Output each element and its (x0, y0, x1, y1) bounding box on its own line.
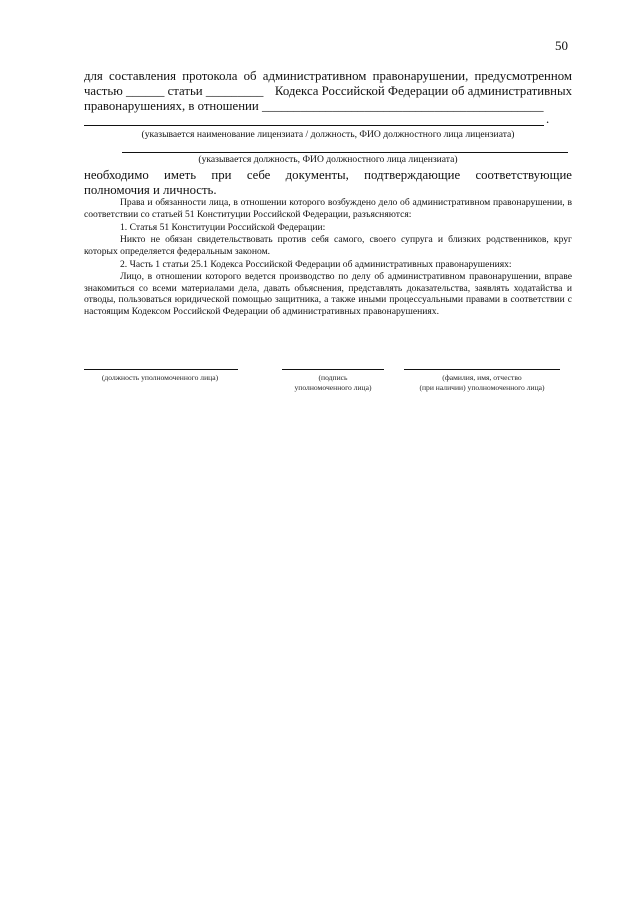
name-label-line-2: (при наличии) уполномоченного лица) (419, 383, 545, 392)
name-signature-line (404, 369, 560, 370)
signature-label-line-2: уполномоченного лица) (294, 383, 372, 392)
licensee-line-period: . (546, 112, 550, 126)
signature-line (282, 369, 384, 370)
intro-line-1: для составления протокола об административном правонарушении, предусмотренном (84, 69, 572, 83)
position-signature-line (84, 369, 238, 370)
signature-label-line-1: (подпись (318, 373, 348, 382)
licensee-blank-line (84, 125, 544, 126)
official-caption: (указывается должность, ФИО должностного лица лицензиата) (198, 154, 458, 165)
page-number: 50 (555, 38, 568, 53)
intro-line-2 (84, 84, 572, 100)
intro-line-2-part-1: частью ______ статьи _________ (84, 84, 264, 98)
rights-paragraph: Права и обязанности лица, в отношении которого возбуждено дело об административном правонарушении, в соответствии со статьей 51 Конституции Российской Федерации, разъясняются: (84, 197, 572, 220)
licensee-caption: (указывается наименование лицензиата / должность, ФИО должностного лица лицензиата) (141, 129, 515, 140)
intro-line-2-part-2: Кодекса Российской Федерации об административных (274, 84, 572, 98)
intro-line-3: правонарушениях, в отношении ____________________________________________ (84, 99, 544, 113)
article-51-text: Никто не обязан свидетельствовать против себя самого, своего супруга и близких родственников, круг которых определяется федеральным законом. (84, 234, 572, 257)
name-label-line-1: (фамилия, имя, отчество (442, 373, 522, 382)
official-blank-line (122, 152, 568, 153)
article-25-text: Лицо, в отношении которого ведется производство по делу об административном правонарушении, вправе знакомиться со всеми материалами дела, давать объяснения, представлять доказательства, заявлять ходатайства и отводы, пользоваться юридической помощью защитника, а также иными процессуальными правами в соответствии с настоящим Кодексом Российской Федерации об административных правонарушениях. (84, 271, 572, 317)
article-25-title: 2. Часть 1 статьи 25.1 Кодекса Российской Федерации об административных правонарушениях: (120, 259, 512, 270)
article-51-title: 1. Статья 51 Конституции Российской Федерации: (120, 222, 326, 233)
documents-line-1: необходимо иметь при себе документы, подтверждающие соответствующие (84, 168, 572, 182)
documents-line-2: полномочия и личность. (84, 183, 217, 197)
position-label: (должность уполномоченного лица) (101, 373, 219, 382)
